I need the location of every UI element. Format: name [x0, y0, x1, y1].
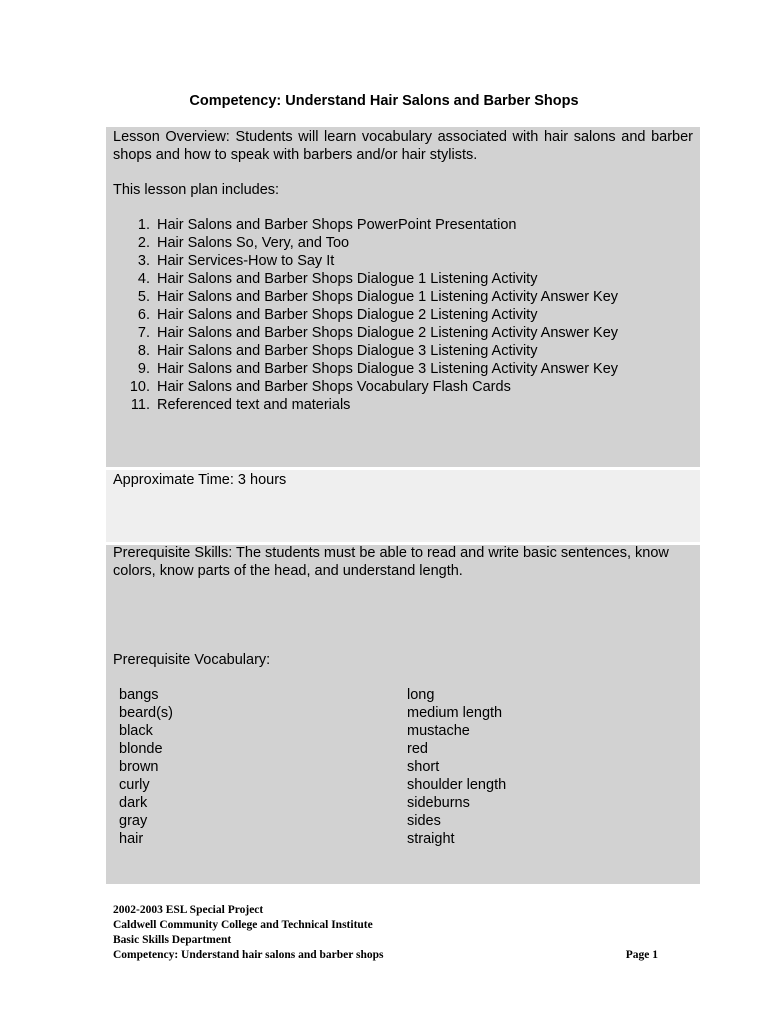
- vocab-word: medium length: [407, 705, 503, 721]
- vocab-word: mustache: [407, 723, 470, 739]
- approximate-time-section: [106, 470, 700, 542]
- list-item: 4. Hair Salons and Barber Shops Dialogue 1 Listening Activity: [137, 271, 538, 287]
- page-title: Competency: Understand Hair Salons and Barber Shops: [189, 93, 579, 109]
- list-item: 8. Hair Salons and Barber Shops Dialogue 3 Listening Activity: [137, 343, 538, 359]
- list-item: 11. Referenced text and materials: [130, 397, 351, 413]
- footer-project: 2002-2003 ESL Special Project: [113, 904, 264, 916]
- prerequisite-section: [106, 545, 700, 884]
- vocab-word: blonde: [119, 741, 163, 757]
- vocab-word: sides: [407, 813, 441, 829]
- vocab-word: beard(s): [119, 705, 173, 721]
- list-item: 9. Hair Salons and Barber Shops Dialogue 3 Listening Activity Answer Key: [137, 361, 619, 377]
- list-item: 10. Hair Salons and Barber Shops Vocabulary Flash Cards: [129, 379, 511, 395]
- lesson-plan-list: [113, 216, 693, 414]
- footer-competency: Competency: Understand hair salons and barber shops: [113, 949, 384, 961]
- vocab-word: gray: [119, 813, 148, 829]
- list-item: 2. Hair Salons So, Very, and Too: [137, 235, 350, 251]
- list-item: 7. Hair Salons and Barber Shops Dialogue 2 Listening Activity Answer Key: [137, 325, 619, 341]
- vocab-word: short: [407, 759, 440, 775]
- vocab-word: curly: [119, 777, 150, 793]
- lesson-overview-text: Lesson Overview: Students will learn vocabulary associated with hair salons and barber shops and how to speak with barbers and/or hair stylists.: [113, 129, 693, 163]
- list-item: 6. Hair Salons and Barber Shops Dialogue 2 Listening Activity: [137, 307, 538, 323]
- vocabulary-column-2: [407, 686, 657, 848]
- list-item: 5. Hair Salons and Barber Shops Dialogue 1 Listening Activity Answer Key: [137, 289, 619, 305]
- vocab-word: straight: [407, 831, 455, 847]
- lesson-overview-section: [106, 127, 700, 467]
- vocab-word: dark: [119, 795, 148, 811]
- list-item: 1. Hair Salons and Barber Shops PowerPoint Presentation: [137, 217, 517, 233]
- footer-institution: Caldwell Community College and Technical Institute: [113, 919, 373, 931]
- approximate-time-text: Approximate Time: 3 hours: [113, 472, 287, 488]
- vocabulary-columns: [113, 686, 693, 848]
- vocab-word: shoulder length: [407, 777, 507, 793]
- vocab-word: red: [407, 741, 428, 757]
- vocab-word: sideburns: [407, 795, 470, 811]
- includes-label: This lesson plan includes:: [113, 182, 280, 198]
- list-item: 3. Hair Services-How to Say It: [137, 253, 335, 269]
- footer-department: Basic Skills Department: [113, 934, 232, 946]
- prerequisite-skills-text: Prerequisite Skills: The students must be able to read and write basic sentences, know colors, know parts of the head, and understand length.: [113, 545, 669, 579]
- prerequisite-vocabulary-label: Prerequisite Vocabulary:: [113, 652, 271, 668]
- vocab-word: long: [407, 687, 435, 703]
- vocabulary-column-1: [119, 686, 407, 848]
- vocab-word: hair: [119, 831, 144, 847]
- vocab-word: brown: [119, 759, 159, 775]
- page-footer: [113, 903, 658, 963]
- vocab-word: black: [119, 723, 153, 739]
- page-number: Page 1: [625, 949, 658, 961]
- vocab-word: bangs: [119, 687, 159, 703]
